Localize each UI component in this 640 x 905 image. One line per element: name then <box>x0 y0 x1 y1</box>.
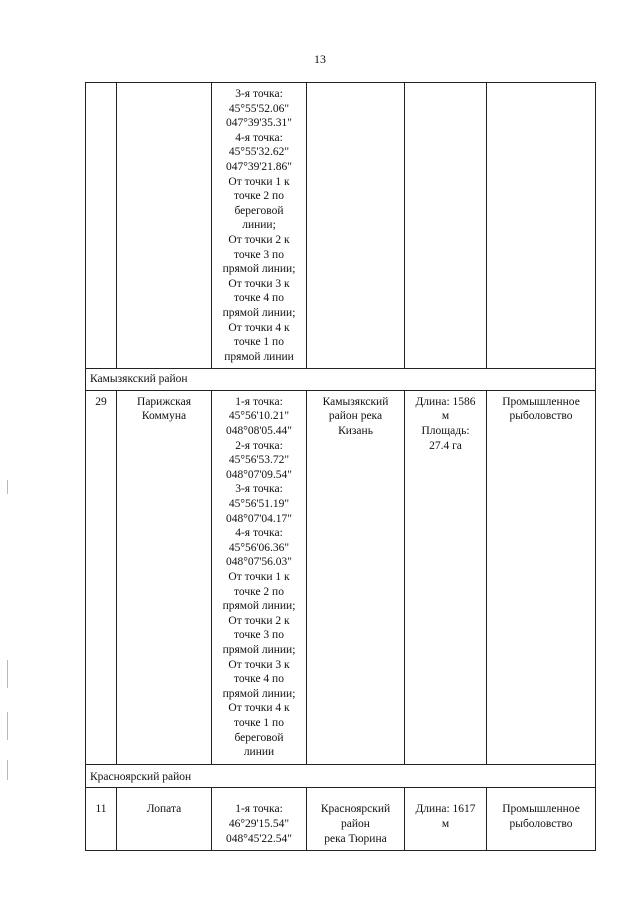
cell-purpose: Промышленное рыболовство <box>487 788 596 851</box>
scan-mark <box>7 712 8 740</box>
cell-size: Длина: 1586 м Площадь: 27.4 га <box>405 390 487 764</box>
scan-mark <box>7 760 8 780</box>
scan-mark <box>7 660 8 688</box>
cell-location: Красноярский район река Тюрина <box>307 788 405 851</box>
cell-number: 29 <box>86 390 117 764</box>
section-row-krasnoyarsk <box>86 764 596 788</box>
table-row <box>86 390 596 764</box>
cell-name: Лопата <box>117 788 212 851</box>
cell-purpose: Промышленное рыболовство <box>487 390 596 764</box>
cell-coordinates: 1-я точка: 46°29'15.54" 048°45'22.54" <box>212 788 307 851</box>
section-title: Камызякский район <box>86 369 596 391</box>
cell-name: Парижская Коммуна <box>117 390 212 764</box>
section-title: Красноярский район <box>86 764 596 788</box>
page-number: 13 <box>314 52 326 66</box>
cell-coordinates: 3-я точка: 45°55'52.06" 047°39'35.31" 4-я точка: 45°55'32.62" 047°39'21.86" От точки 1 к точке 2 по береговой линии; От точки 2 к точке 3 по прямой линии; От точки 3 к точке 4 по прямой линии; От точки 4 к точке 1 по прямой линии <box>212 83 307 369</box>
table-row-continued <box>86 83 596 369</box>
cell-size: Длина: 1617 м <box>405 788 487 851</box>
cell-coordinates: 1-я точка: 45°56'10.21" 048°08'05.44" 2-я точка: 45°56'53.72" 048°07'09.54" 3-я точка: 45°56'51.19" 048°07'04.17" 4-я точка: 45°56'06.36" 048°07'56.03" От точки 1 к точке 2 по прямой линии; От точки 2 к точке 3 по прямой линии; От точки 3 к точке 4 по прямой линии; От точки 4 к точке 1 по береговой линии <box>212 390 307 764</box>
table-row <box>86 788 596 851</box>
scan-mark <box>7 480 8 494</box>
cell-number: 11 <box>86 788 117 851</box>
cell-name <box>117 83 212 369</box>
cell-location: Камызякский район река Кизань <box>307 390 405 764</box>
cell-purpose <box>487 83 596 369</box>
cell-location <box>307 83 405 369</box>
section-row-kamyzyak <box>86 369 596 391</box>
cell-number <box>86 83 117 369</box>
cell-size <box>405 83 487 369</box>
document-table <box>85 82 596 851</box>
